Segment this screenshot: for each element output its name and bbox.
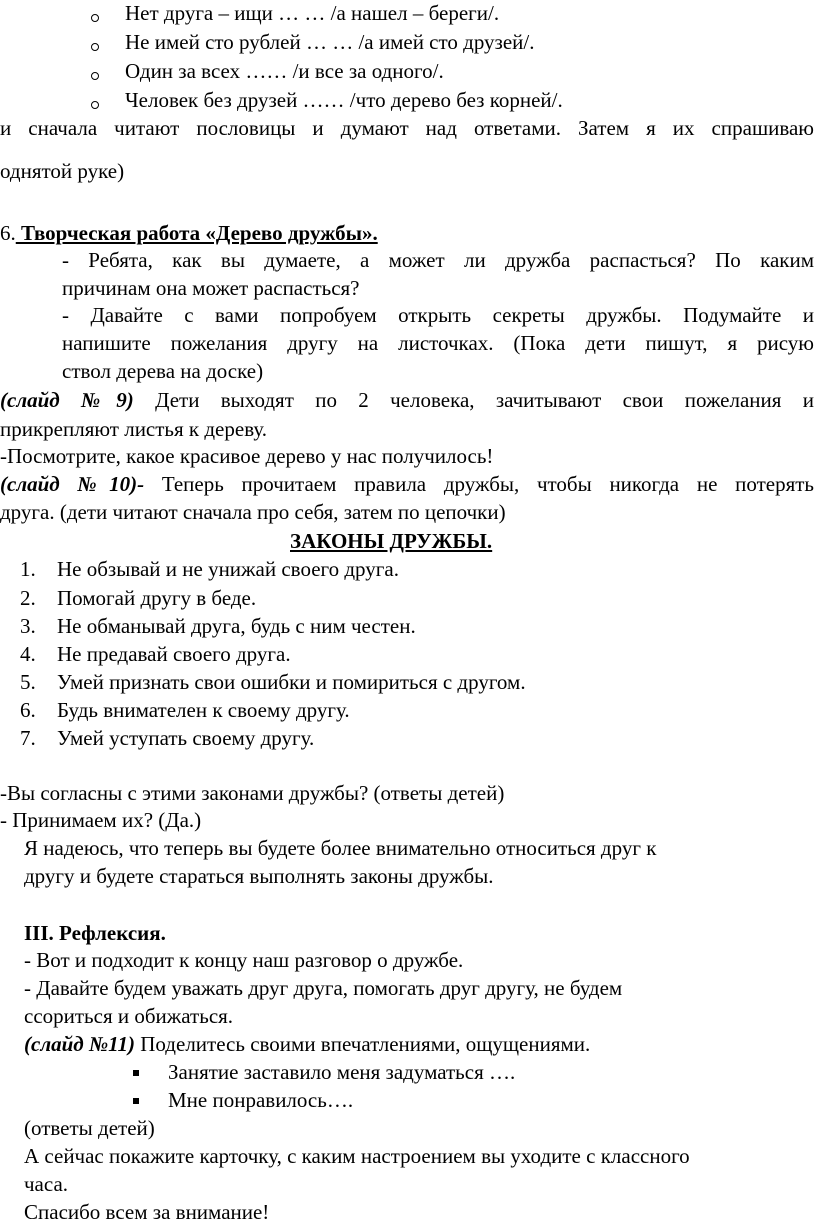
- proverb-3: Один за всех …… /и все за одного/.: [125, 59, 444, 83]
- law-item-num: 7.: [20, 726, 36, 750]
- slide-11-text: Поделитесь своими впечатлениями, ощущениями.: [135, 1032, 591, 1056]
- accept-question: - Принимаем их? (Да.): [0, 808, 202, 832]
- look-line: -Посмотрите, какое красивое дерево у нас получилось!: [0, 444, 494, 468]
- slide-10-line-2: друга. (дети читают сначала про себя, затем по цепочки): [0, 500, 506, 524]
- question-line-2: причинам она может распасться?: [62, 276, 360, 300]
- law-item-num: 4.: [20, 642, 36, 666]
- slide-9-label: (слайд №9): [0, 388, 134, 412]
- secrets-line-1: - Давайте с вами попробуем открыть секреты дружбы. Подумайте и: [62, 303, 814, 327]
- reflection-line-1: - Вот и подходит к концу наш разговор о дружбе.: [24, 948, 464, 972]
- intro-line-2: однятой руке): [0, 159, 125, 183]
- law-item-num: 5.: [20, 670, 36, 694]
- law-item-text: Умей уступать своему другу.: [57, 726, 315, 750]
- hope-line-1: Я надеюсь, что теперь вы будете более внимательно относиться друг к: [24, 836, 657, 860]
- slide-10-text: Теперь прочитаем правила дружбы, чтобы никогда не потерять: [144, 472, 815, 496]
- circle-bullet-icon: [91, 14, 99, 22]
- slide-11-label: (слайд №11): [24, 1032, 135, 1056]
- slide-10-line: [0, 474, 814, 495]
- slide-9-text: Дети выходят по 2 человека, зачитывают свои пожелания и: [133, 388, 814, 412]
- thanks-line: Спасибо всем за внимание!: [24, 1200, 270, 1224]
- reflection-bullet-1: Занятие заставило меня задуматься ….: [168, 1060, 516, 1084]
- card-line-1: А сейчас покажите карточку, с каким настроением вы уходите с классного: [24, 1144, 690, 1168]
- reflection-bullet-2: Мне понравилось….: [168, 1088, 354, 1112]
- answers-line: (ответы детей): [24, 1116, 155, 1140]
- section-6-number: 6.: [0, 221, 16, 245]
- proverb-1: Нет друга – ищи … … /а нашел – береги/.: [125, 1, 500, 25]
- law-item-text: Умей признать свои ошибки и помириться с другом.: [57, 670, 526, 694]
- square-bullet-icon: [133, 1098, 139, 1104]
- card-line-2: часа.: [24, 1172, 69, 1196]
- section-6-title: Творческая работа «Дерево дружбы».: [15, 221, 378, 245]
- law-item-text: Будь внимателен к своему другу.: [57, 698, 350, 722]
- laws-title: ЗАКОНЫ ДРУЖБЫ.: [290, 529, 493, 553]
- question-line-1: - Ребята, как вы думаете, а может ли дружба распасться? По каким: [62, 248, 814, 272]
- proverb-2: Не имей сто рублей … … /а имей сто друзей/.: [125, 30, 535, 54]
- secrets-line-3: ствол дерева на доске): [62, 359, 264, 383]
- law-item-text: Не предавай своего друга.: [57, 642, 291, 666]
- proverb-4: Человек без друзей …… /что дерево без корней/.: [125, 88, 563, 112]
- hope-line-2: другу и будете стараться выполнять законы дружбы.: [24, 864, 494, 888]
- circle-bullet-icon: [91, 72, 99, 80]
- reflection-line-3: ссориться и обижаться.: [24, 1004, 234, 1028]
- law-item-text: Не обманывай друга, будь с ним честен.: [57, 614, 416, 638]
- circle-bullet-icon: [91, 101, 99, 109]
- reflection-line-2: - Давайте будем уважать друг друга, помогать друг другу, не будем: [24, 976, 623, 1000]
- reflection-title: III. Рефлексия.: [24, 921, 166, 945]
- agree-question: -Вы согласны с этими законами дружбы? (ответы детей): [0, 781, 505, 805]
- law-item-num: 6.: [20, 698, 36, 722]
- law-item-text: Не обзывай и не унижай своего друга.: [57, 557, 399, 581]
- secrets-line-2: напишите пожелания другу на листочках. (Пока дети пишут, я рисую: [62, 331, 814, 355]
- slide-9-line-2: прикрепляют листья к дереву.: [0, 417, 268, 441]
- slide-10-label: (слайд №10)-: [0, 472, 145, 496]
- law-item-num: 1.: [20, 557, 36, 581]
- law-item-num: 2.: [20, 586, 36, 610]
- section-6-heading: [0, 223, 378, 244]
- circle-bullet-icon: [91, 43, 99, 51]
- law-item-num: 3.: [20, 614, 36, 638]
- law-item-text: Помогай другу в беде.: [57, 586, 257, 610]
- square-bullet-icon: [133, 1070, 139, 1076]
- intro-line-1: и сначала читают пословицы и думают над ответами. Затем я их спрашиваю: [0, 116, 814, 140]
- slide-11-line: [24, 1034, 590, 1055]
- slide-9-line: [0, 390, 814, 411]
